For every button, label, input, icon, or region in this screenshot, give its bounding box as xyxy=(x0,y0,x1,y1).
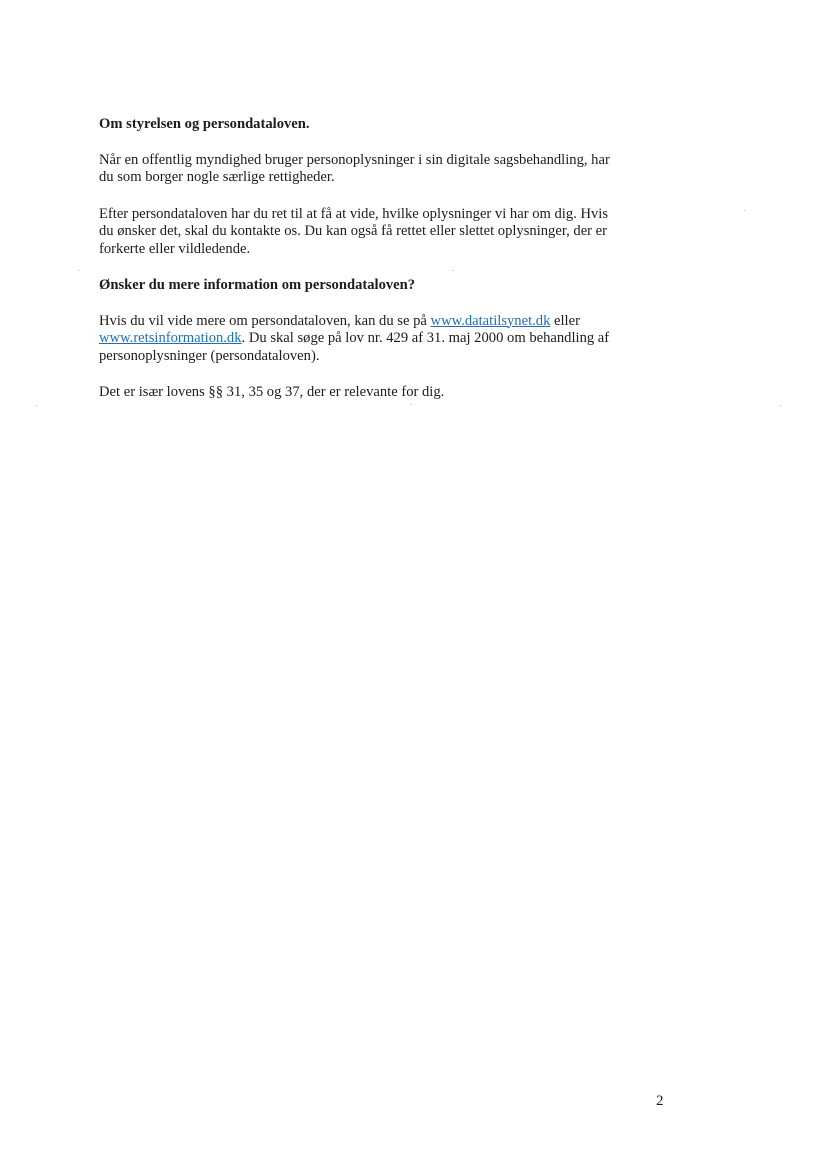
document-body xyxy=(99,116,619,402)
more-info-intro-text: Hvis du vil vide mere om persondataloven, kan du se på xyxy=(99,312,431,329)
section-heading-more-info: Ønsker du mere information om persondataloven? xyxy=(99,277,416,293)
more-info-between-text: eller xyxy=(550,312,580,329)
section-heading-about: Om styrelsen og persondataloven. xyxy=(99,116,310,132)
scan-speck xyxy=(36,405,38,406)
datatilsynet-link[interactable]: www.datatilsynet.dk xyxy=(430,312,551,329)
scan-speck xyxy=(410,404,412,405)
paragraph-access-rights: Efter persondataloven har du ret til at få at vide, hvilke oplysninger vi har om dig. Hvis du ønsker det, skal du kontakte os. Du kan også få rettet eller slettet oplysninger, der er forkerte eller vildledende. xyxy=(99,205,609,257)
paragraph-relevant-sections: Det er især lovens §§ 31, 35 og 37, der er relevante for dig. xyxy=(99,384,445,400)
scan-speck xyxy=(452,270,454,271)
retsinformation-link[interactable]: www.retsinformation.dk xyxy=(99,330,242,346)
scan-speck xyxy=(744,210,746,211)
paragraph-more-info xyxy=(99,313,619,366)
page-number: 2 xyxy=(656,1093,664,1109)
more-info-rest-text: . Du skal søge på lov nr. 429 af 31. maj 2000 om behandling af personoplysninger (persondataloven). xyxy=(99,330,610,364)
scan-speck xyxy=(78,270,80,271)
scan-speck xyxy=(780,405,782,406)
paragraph-rights-intro: Når en offentlig myndighed bruger personoplysninger i sin digitale sagsbehandling, har du som borger nogle særlige rettigheder. xyxy=(99,151,610,185)
